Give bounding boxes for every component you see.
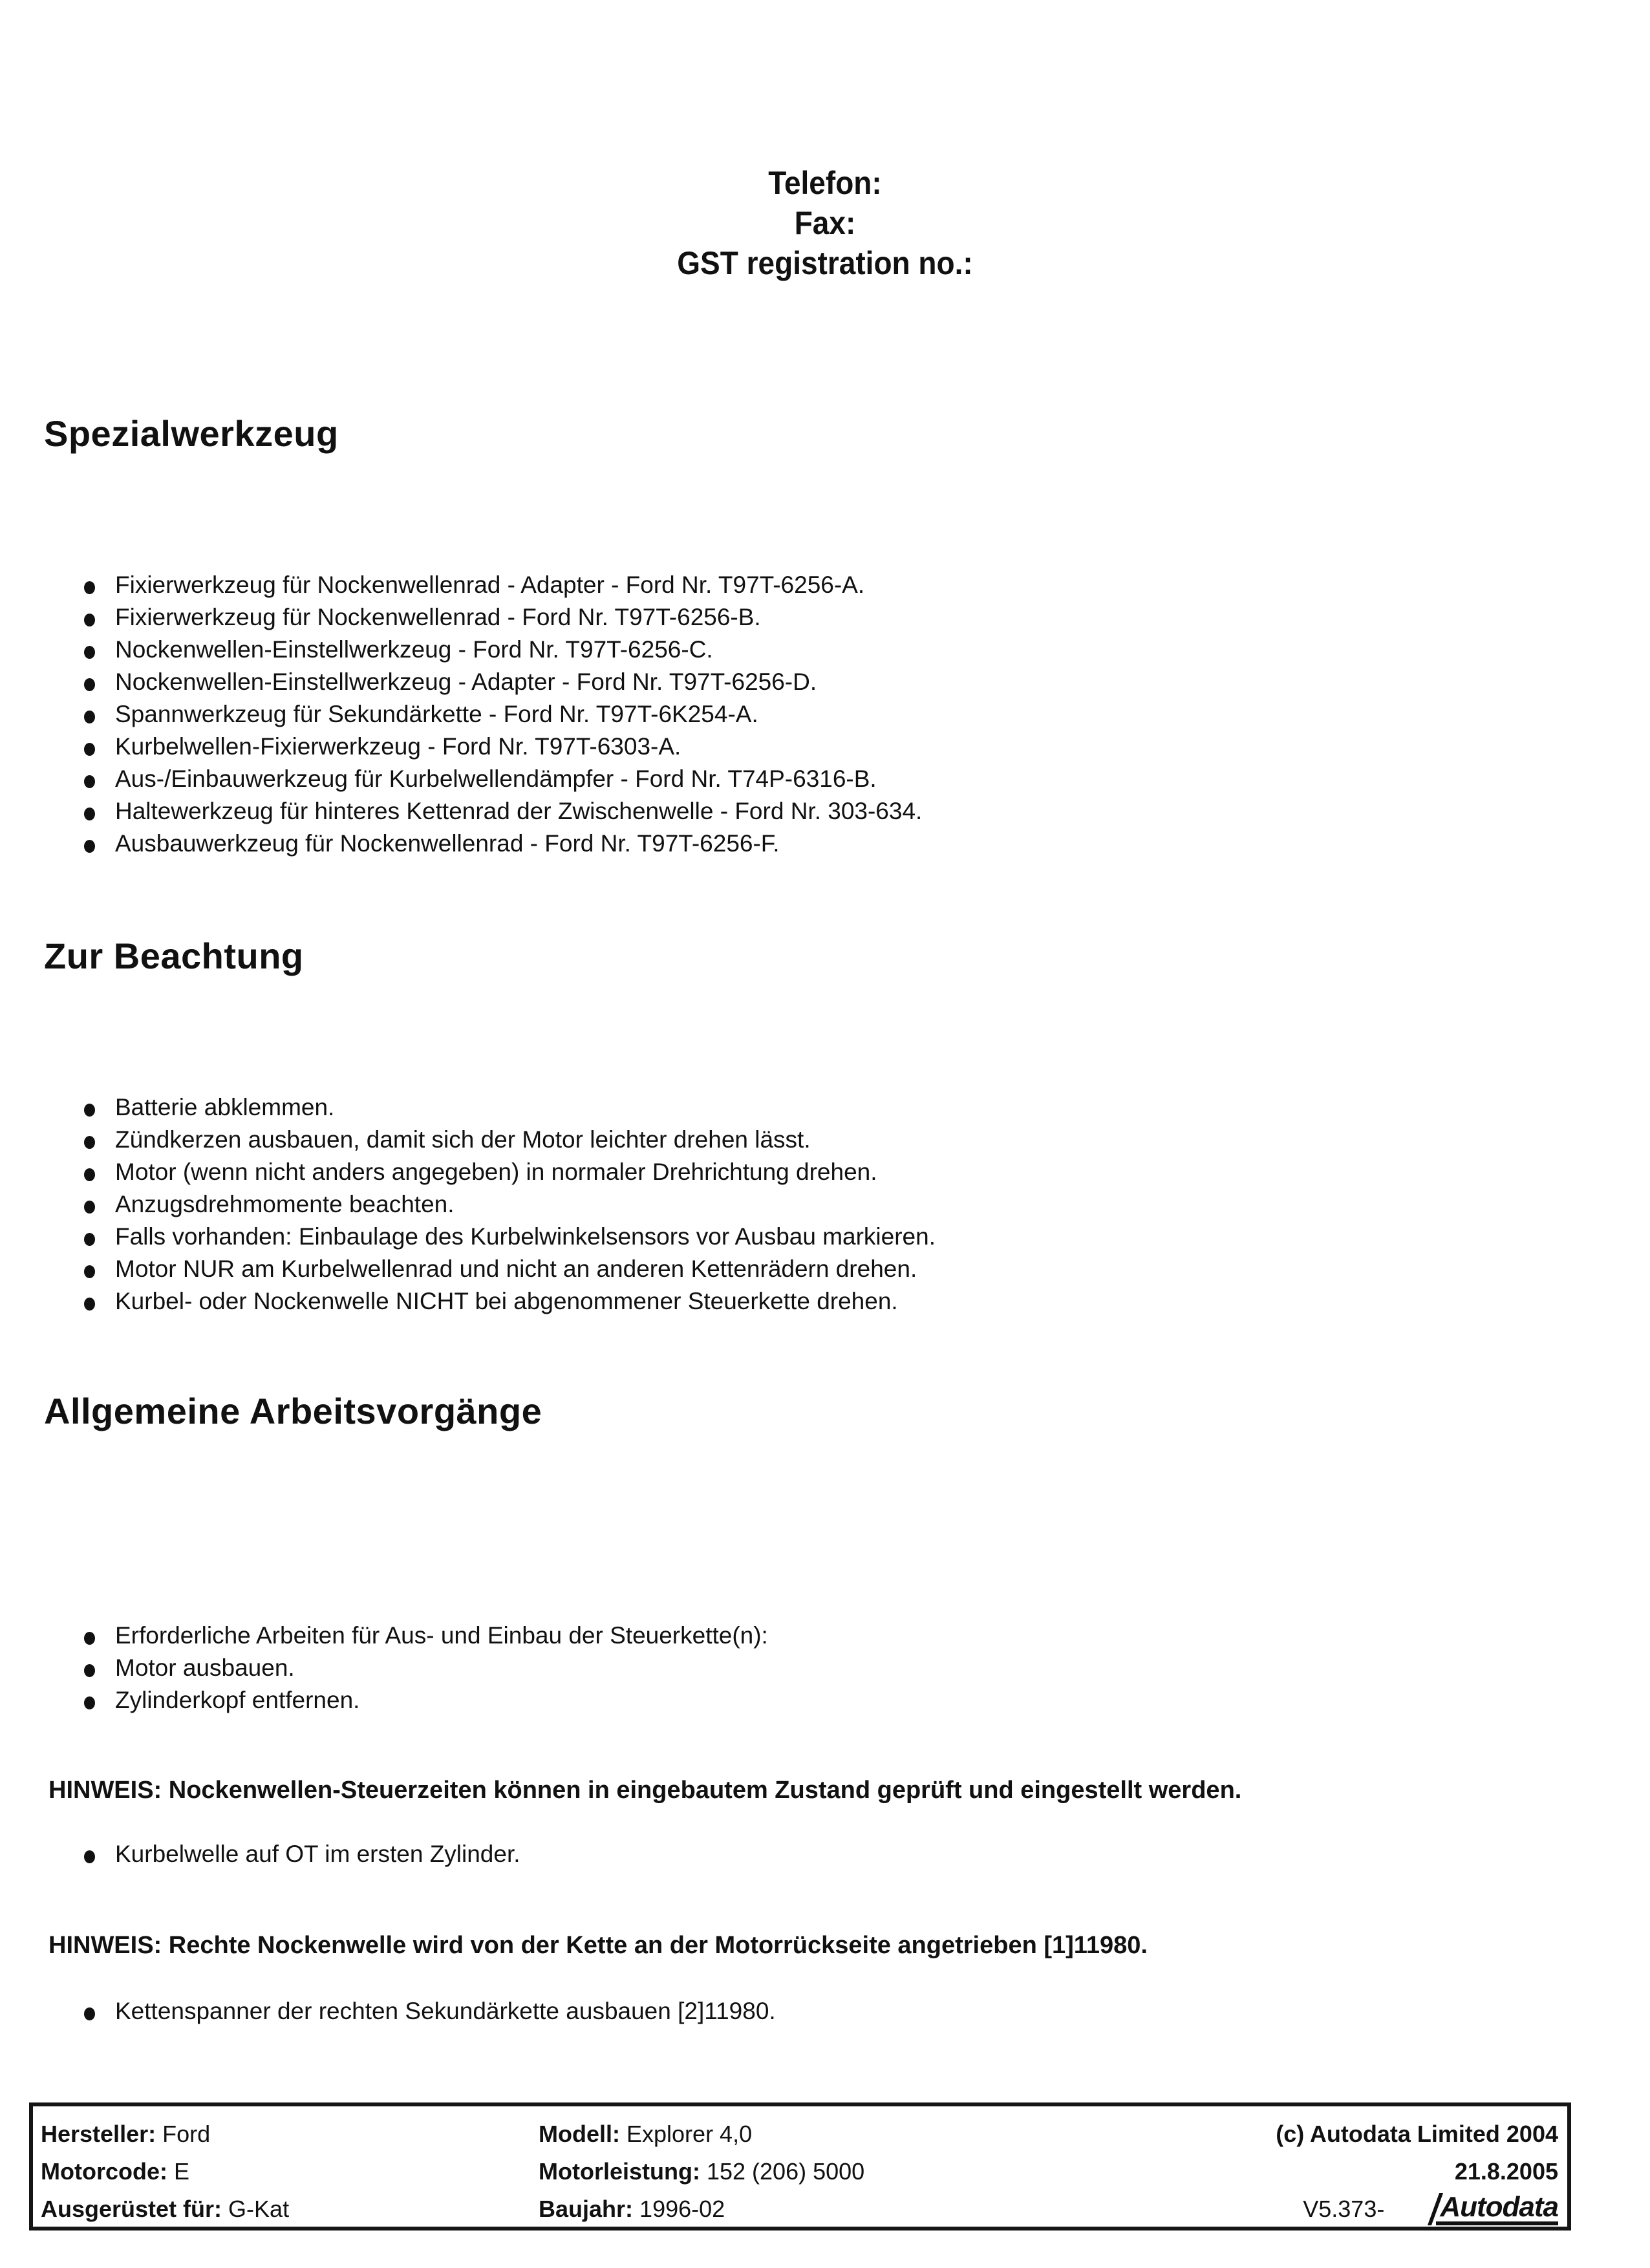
phone-label: Telefon: (768, 165, 882, 201)
year-label: Baujahr: (539, 2196, 634, 2222)
list-item (78, 1995, 776, 2027)
contact-header (0, 163, 1650, 283)
bullet-icon (84, 1265, 95, 1278)
bullet-icon (84, 581, 95, 594)
hint-note-1: HINWEIS: Nockenwellen-Steuerzeiten können in eingebautem Zustand geprüft und eingestellt werden. (48, 1777, 1242, 1804)
list-item-text: Spannwerkzeug für Sekundärkette - Ford Nr. T97T-6K254-A. (115, 701, 758, 727)
list-item (78, 634, 922, 666)
list-item-text: Nockenwellen-Einstellwerkzeug - Ford Nr. T97T-6256-C. (115, 636, 713, 663)
section-title-special-tools: Spezialwerkzeug (44, 413, 339, 454)
year-value: 1996-02 (639, 2196, 725, 2222)
bullet-icon (84, 1664, 95, 1677)
engine-code-label: Motorcode: (41, 2158, 167, 2185)
list-item-text: Ausbauwerkzeug für Nockenwellenrad - Ford Nr. T97T-6256-F. (115, 830, 780, 857)
list-item (78, 763, 922, 795)
fax-label: Fax: (794, 205, 856, 241)
list-item (78, 828, 922, 860)
list-item-text: Motor (wenn nicht anders angegeben) in normaler Drehrichtung drehen. (115, 1159, 877, 1185)
list-item (78, 1188, 936, 1221)
hint-note-2: HINWEIS: Rechte Nockenwelle wird von der Kette an der Motorrückseite angetrieben [1]11980. (48, 1932, 1148, 1959)
list-item-text: Haltewerkzeug für hinteres Kettenrad der Zwischenwelle - Ford Nr. 303-634. (115, 798, 923, 824)
list-item (78, 1652, 768, 1684)
manufacturer-label: Hersteller: (41, 2121, 156, 2147)
bullet-icon (84, 808, 95, 820)
list-item-text: Falls vorhanden: Einbaulage des Kurbelwinkelsensors vor Ausbau markieren. (115, 1223, 936, 1250)
bullet-icon (84, 1136, 95, 1149)
copyright-text: (c) Autodata Limited 2004 (1276, 2121, 1558, 2147)
bullet-icon (84, 1201, 95, 1214)
model-value: Explorer 4,0 (627, 2121, 753, 2147)
notes-list (78, 1091, 936, 1318)
list-item (78, 795, 922, 828)
equipped-row (41, 2190, 289, 2228)
list-item (78, 666, 922, 698)
equipped-label: Ausgerüstet für: (41, 2196, 222, 2222)
model-row (539, 2115, 864, 2153)
list-item-text: Motor ausbauen. (115, 1654, 295, 1681)
list-item (78, 1620, 768, 1652)
power-label: Motorleistung: (539, 2158, 700, 2185)
list-item-text: Kurbel- oder Nockenwelle NICHT bei abgenommener Steuerkette drehen. (115, 1288, 898, 1314)
gst-label: GST registration no.: (677, 245, 973, 281)
year-row (539, 2190, 864, 2228)
list-item-text: Aus-/Einbauwerkzeug für Kurbelwellendämpfer - Ford Nr. T74P-6316-B. (115, 765, 877, 792)
list-item (78, 1124, 936, 1156)
bullet-icon (84, 711, 95, 723)
vehicle-info-footer (29, 2102, 1571, 2231)
list-item-text: Fixierwerkzeug für Nockenwellenrad - Adapter - Ford Nr. T97T-6256-A. (115, 572, 865, 598)
list-item-text: Fixierwerkzeug für Nockenwellenrad - Ford Nr. T97T-6256-B. (115, 604, 761, 630)
list-item (78, 1221, 936, 1253)
manufacturer-value: Ford (162, 2121, 211, 2147)
bullet-icon (84, 1696, 95, 1709)
footer-left-column (41, 2115, 289, 2228)
list-item (78, 1684, 768, 1717)
manufacturer-row (41, 2115, 289, 2153)
list-item-text: Zylinderkopf entfernen. (115, 1687, 360, 1713)
list-item-text: Erforderliche Arbeiten für Aus- und Einbau der Steuerkette(n): (115, 1622, 768, 1649)
list-item-text: Zündkerzen ausbauen, damit sich der Motor leichter drehen lässt. (115, 1126, 811, 1153)
bullet-icon (84, 1298, 95, 1311)
list-item-text: Nockenwellen-Einstellwerkzeug - Adapter - Ford Nr. T97T-6256-D. (115, 669, 817, 695)
section-title-general: Allgemeine Arbeitsvorgänge (44, 1391, 542, 1431)
bullet-icon (84, 646, 95, 659)
bullet-icon (84, 775, 95, 788)
bullet-icon (84, 743, 95, 756)
list-item (78, 731, 922, 763)
version-text: V5.373- (1303, 2196, 1385, 2222)
list-item-text: Motor NUR am Kurbelwellenrad und nicht an anderen Kettenrädern drehen. (115, 1256, 917, 1282)
list-item (78, 569, 922, 601)
bullet-icon (84, 614, 95, 626)
bullet-icon (84, 1850, 95, 1863)
bullet-icon (84, 1104, 95, 1117)
section-title-notes: Zur Beachtung (44, 936, 304, 976)
list-item-text: Kurbelwellen-Fixierwerkzeug - Ford Nr. T97T-6303-A. (115, 733, 681, 760)
list-item-text: Batterie abklemmen. (115, 1094, 335, 1120)
engine-code-value: E (174, 2158, 190, 2185)
list-item (78, 1253, 936, 1285)
bullet-icon (84, 1632, 95, 1645)
list-item (78, 698, 922, 731)
list-item-text: Kurbelwelle auf OT im ersten Zylinder. (115, 1841, 520, 1867)
list-item-text: Kettenspanner der rechten Sekundärkette ausbauen [2]11980. (115, 1998, 776, 2024)
autodata-logo: Autodata (1436, 2193, 1558, 2225)
engine-code-row (41, 2153, 289, 2190)
footer-right-column (1276, 2115, 1558, 2228)
step-list-2 (78, 1995, 776, 2027)
version-row (1276, 2190, 1558, 2228)
list-item-text: Anzugsdrehmomente beachten. (115, 1191, 455, 1217)
bullet-icon (84, 678, 95, 691)
step-list-1 (78, 1838, 520, 1870)
power-value: 152 (206) 5000 (706, 2158, 865, 2185)
list-item (78, 1838, 520, 1870)
special-tools-list (78, 569, 922, 860)
footer-middle-column (539, 2115, 864, 2228)
list-item (78, 1156, 936, 1188)
print-date: 21.8.2005 (1454, 2158, 1558, 2185)
bullet-icon (84, 2007, 95, 2020)
bullet-icon (84, 1233, 95, 1246)
general-list (78, 1620, 768, 1717)
list-item (78, 601, 922, 634)
equipped-value: G-Kat (228, 2196, 290, 2222)
list-item (78, 1091, 936, 1124)
bullet-icon (84, 840, 95, 853)
power-row (539, 2153, 864, 2190)
list-item (78, 1285, 936, 1318)
bullet-icon (84, 1168, 95, 1181)
model-label: Modell: (539, 2121, 620, 2147)
